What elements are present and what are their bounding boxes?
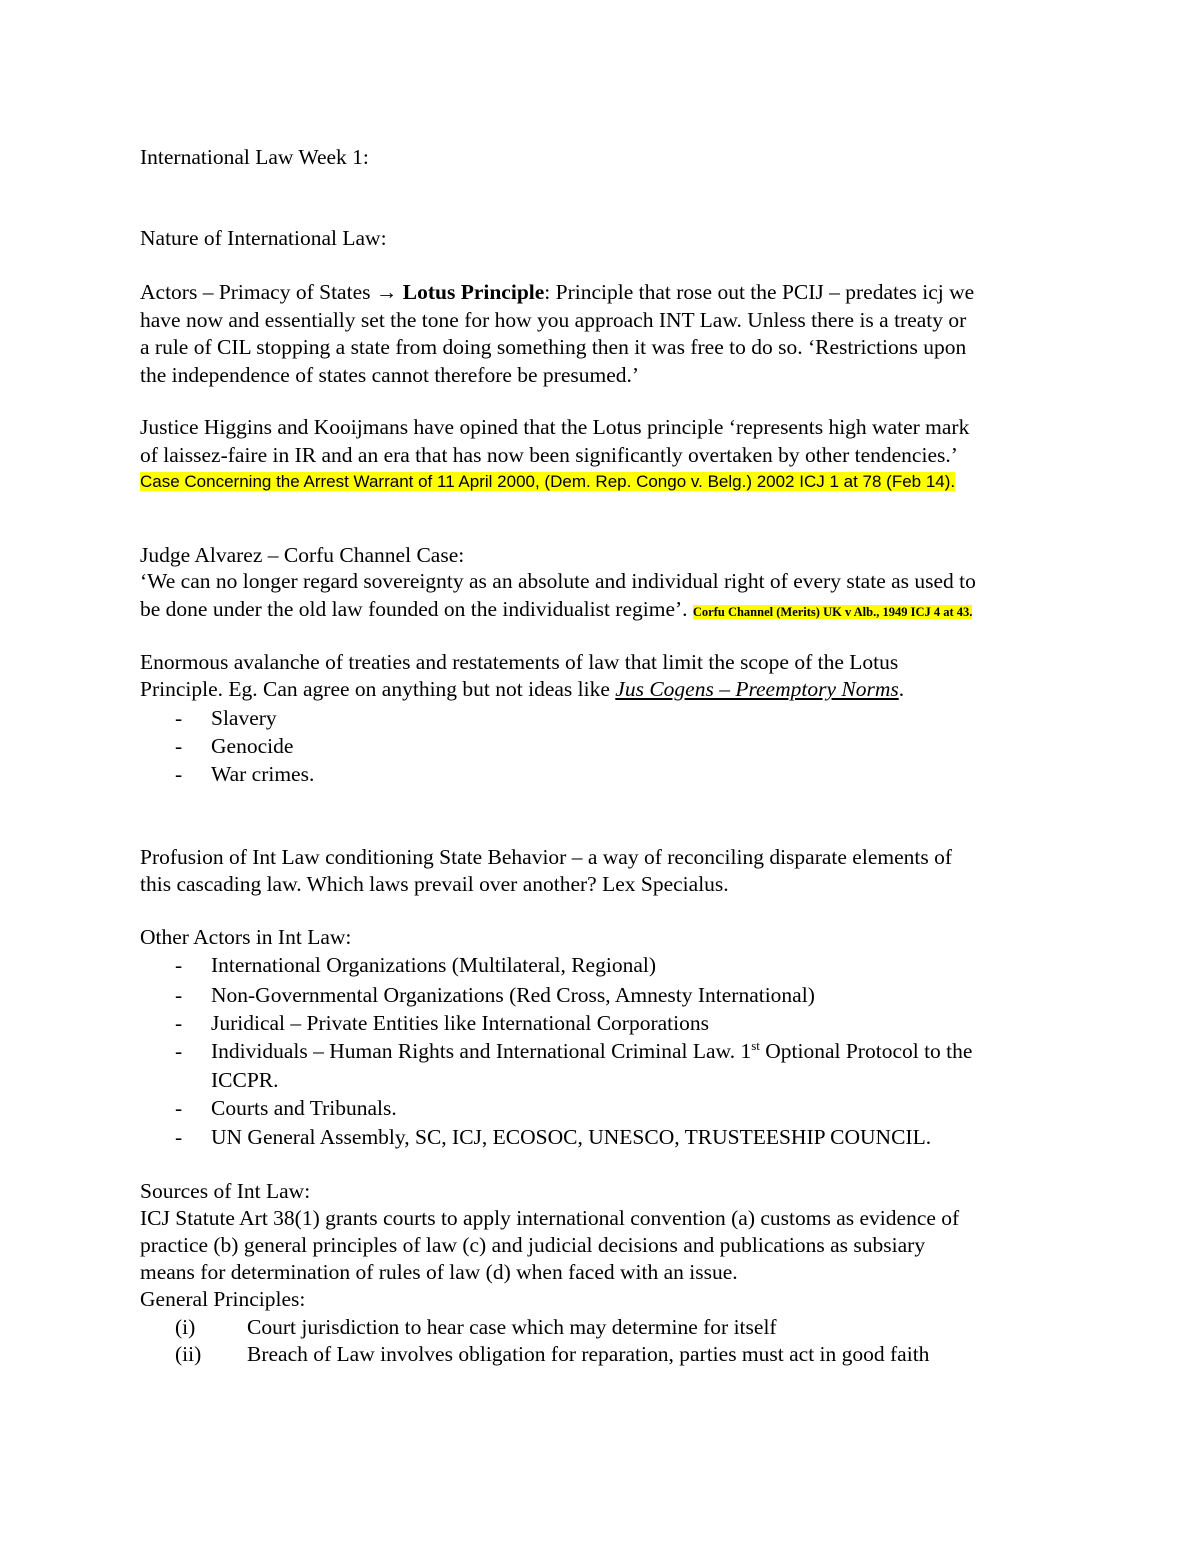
bullet-marker: - (175, 734, 183, 758)
nature-heading: Nature of International Law: (140, 226, 387, 250)
list-item: Genocide (211, 734, 294, 758)
alvarez-quote-end: be done under the old law founded on the individualist regime’. (140, 597, 688, 621)
actors-line-1-rest: : Principle that rose out the PCIJ – predates icj we (544, 280, 975, 304)
lotus-principle-term: Lotus Principle (402, 280, 545, 304)
avalanche-line-2 (140, 675, 904, 703)
arrow-icon: → (375, 280, 398, 304)
principle-number: (ii) (175, 1342, 202, 1366)
sources-line-3: means for determination of rules of law (d) when faced with an issue. (140, 1260, 738, 1284)
profusion-line-2: this cascading law. Which laws prevail over another? Lex Specialus. (140, 872, 729, 896)
bullet-marker: - (175, 762, 183, 786)
higgins-line-2: of laissez-faire in IR and an era that has now been significantly overtaken by other tendencies.’ (140, 443, 958, 467)
actors-line-1 (140, 278, 974, 306)
jus-cogens-term: Jus Cogens – Preemptory Norms (615, 677, 899, 701)
alvarez-line-2 (140, 595, 972, 626)
avalanche-line-1: Enormous avalanche of treaties and restatements of law that limit the scope of the Lotus (140, 650, 899, 674)
alvarez-heading: Judge Alvarez – Corfu Channel Case: (140, 543, 465, 567)
arrest-warrant-citation (140, 466, 955, 496)
individuals-rest: Optional Protocol to the (759, 1039, 973, 1063)
list-item: Slavery (211, 706, 277, 730)
bullet-marker: - (175, 1125, 183, 1149)
actors-line-2: have now and essentially set the tone for how you approach INT Law. Unless there is a treaty or (140, 308, 967, 332)
ordinal-suffix: st (751, 1037, 760, 1053)
list-item-individuals (211, 1037, 972, 1065)
sources-line-1: ICJ Statute Art 38(1) grants courts to apply international convention (a) customs as evidence of (140, 1206, 960, 1230)
general-principles-heading: General Principles: (140, 1287, 306, 1311)
actors-lead: Actors – Primacy of States (140, 280, 376, 304)
individuals-line-2: ICCPR. (211, 1068, 279, 1092)
avalanche-line-2-end: . (898, 677, 905, 701)
individuals-lead: Individuals – Human Rights and International Criminal Law. 1 (211, 1039, 752, 1063)
list-item: UN General Assembly, SC, ICJ, ECOSOC, UNESCO, TRUSTEESHIP COUNCIL. (211, 1125, 932, 1149)
bullet-marker: - (175, 953, 183, 977)
actors-line-3: a rule of CIL stopping a state from doing something then it was free to do so. ‘Restrictions upon (140, 335, 967, 359)
list-item: Juridical – Private Entities like International Corporations (211, 1011, 709, 1035)
principle-text: Breach of Law involves obligation for reparation, parties must act in good faith (247, 1342, 930, 1366)
principle-number: (i) (175, 1315, 196, 1339)
arrest-warrant-citation-text: Case Concerning the Arrest Warrant of 11 April 2000, (Dem. Rep. Congo v. Belg.) 2002 ICJ 1 at 78 (Feb 14). (140, 472, 956, 491)
bullet-marker: - (175, 1039, 183, 1063)
list-item: International Organizations (Multilateral, Regional) (211, 953, 656, 977)
sources-line-2: practice (b) general principles of law (c) and judicial decisions and publications as subsiary (140, 1233, 926, 1257)
sources-heading: Sources of Int Law: (140, 1179, 311, 1203)
higgins-line-1: Justice Higgins and Kooijmans have opined that the Lotus principle ‘represents high water mark (140, 415, 970, 439)
principle-text: Court jurisdiction to hear case which may determine for itself (247, 1315, 777, 1339)
bullet-marker: - (175, 1011, 183, 1035)
corfu-channel-citation: Corfu Channel (Merits) UK v Alb., 1949 ICJ 4 at 43. (692, 605, 973, 619)
alvarez-line-1: ‘We can no longer regard sovereignty as an absolute and individual right of every state as used to (140, 569, 976, 593)
document-title: International Law Week 1: (140, 145, 369, 169)
other-actors-heading: Other Actors in Int Law: (140, 925, 352, 949)
list-item: War crimes. (211, 762, 315, 786)
profusion-line-1: Profusion of Int Law conditioning State Behavior – a way of reconciling disparate elements of (140, 845, 953, 869)
list-item: Courts and Tribunals. (211, 1096, 397, 1120)
bullet-marker: - (175, 706, 183, 730)
bullet-marker: - (175, 1096, 183, 1120)
list-item: Non-Governmental Organizations (Red Cross, Amnesty International) (211, 983, 815, 1007)
actors-line-4: the independence of states cannot therefore be presumed.’ (140, 363, 640, 387)
avalanche-line-2-lead: Principle. Eg. Can agree on anything but not ideas like (140, 677, 616, 701)
bullet-marker: - (175, 983, 183, 1007)
